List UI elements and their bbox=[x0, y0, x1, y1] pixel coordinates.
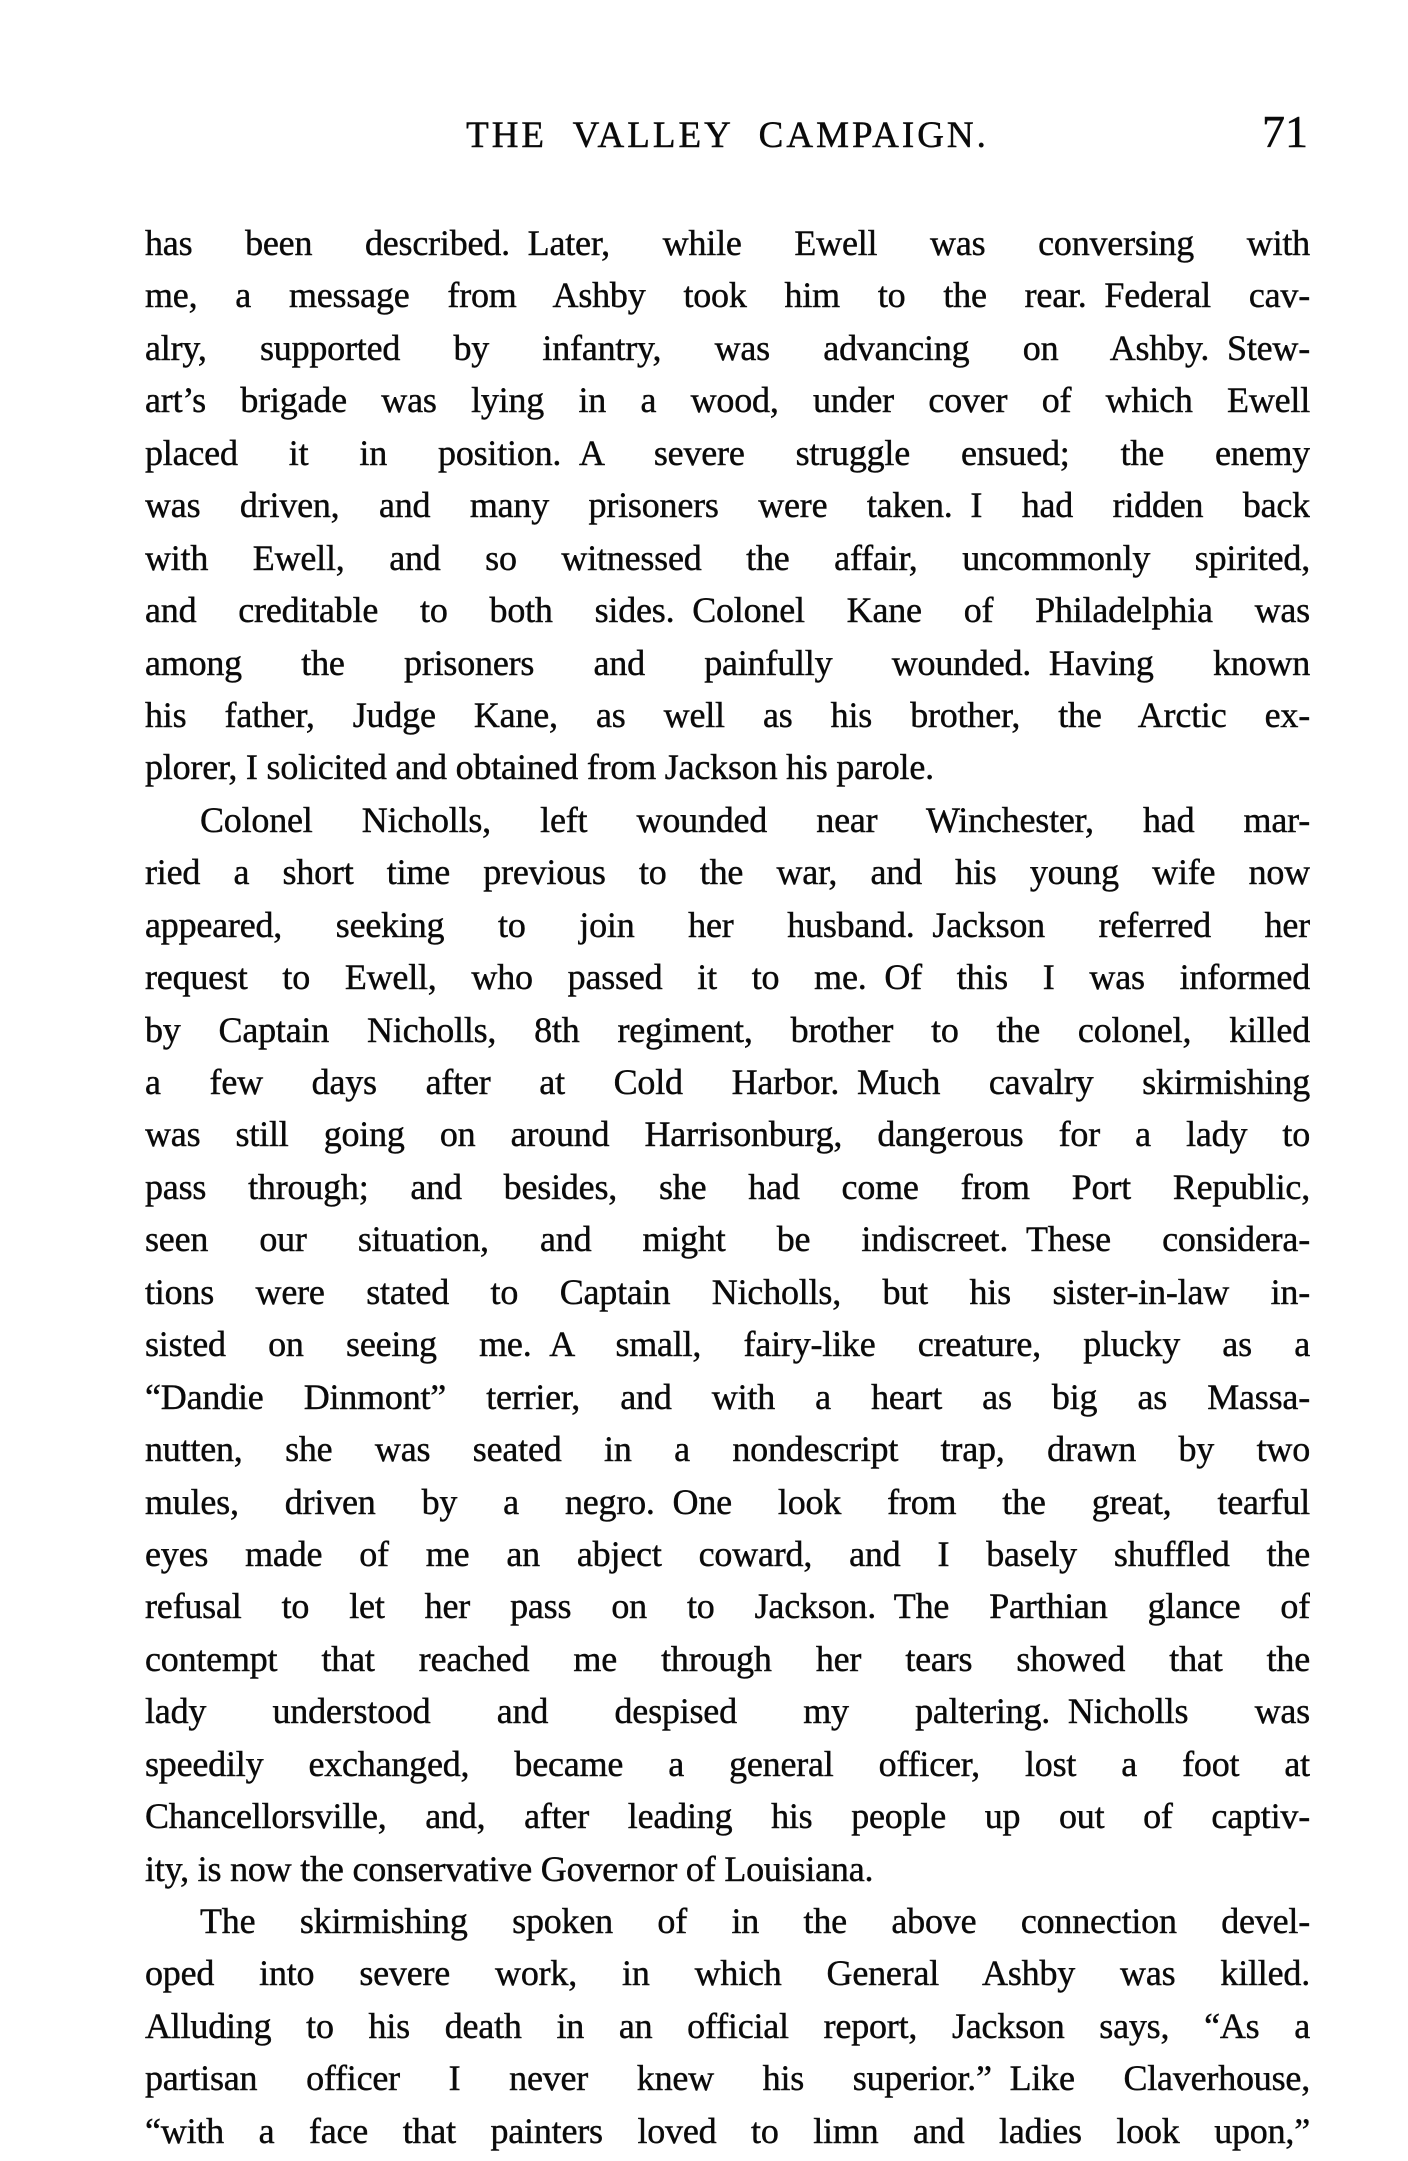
text-line: by Captain Nicholls, 8th regiment, brother to the colonel, killed bbox=[145, 1009, 1310, 1050]
text-line: sisted on seeing me. A small, fairy-like creature, plucky as a bbox=[145, 1324, 1310, 1365]
page-number: 71 bbox=[1262, 106, 1308, 157]
text-line: Chancellorsville, and, after leading his people up out of captiv- bbox=[145, 1796, 1310, 1837]
page-text bbox=[145, 217, 1310, 2157]
text-line: Colonel Nicholls, left wounded near Winchester, had mar- bbox=[200, 799, 1310, 840]
paragraph bbox=[145, 794, 1310, 1895]
text-line: oped into severe work, in which General Ashby was killed. bbox=[145, 1953, 1310, 1994]
text-line: and creditable to both sides. Colonel Kane of Philadelphia was bbox=[145, 590, 1310, 631]
text-line: was driven, and many prisoners were taken. I had ridden back bbox=[145, 485, 1310, 526]
text-line: tions were stated to Captain Nicholls, but his sister-in-law in- bbox=[145, 1271, 1310, 1312]
text-line: request to Ewell, who passed it to me. Of this I was informed bbox=[145, 957, 1310, 998]
text-line: ity, is now the conservative Governor of Louisiana. bbox=[145, 1848, 874, 1889]
text-line: has been described. Later, while Ewell was conversing with bbox=[145, 223, 1310, 263]
text-line: plorer, I solicited and obtained from Jackson his parole. bbox=[145, 747, 934, 788]
text-line: a few days after at Cold Harbor. Much cavalry skirmishing bbox=[145, 1062, 1310, 1102]
text-line: appeared, seeking to join her husband. Jackson referred her bbox=[145, 904, 1310, 945]
paragraph bbox=[145, 217, 1310, 794]
text-line: art’s brigade was lying in a wood, under cover of which Ewell bbox=[145, 380, 1310, 421]
text-line: me, a message from Ashby took him to the rear. Federal cav- bbox=[145, 275, 1310, 316]
text-line: eyes made of me an abject coward, and I basely shuffled the bbox=[145, 1533, 1310, 1574]
text-line: Alluding to his death in an official report, Jackson says, “As a bbox=[145, 2005, 1310, 2046]
text-line: “Dandie Dinmont” terrier, and with a heart as big as Massa- bbox=[145, 1376, 1310, 1417]
text-line: speedily exchanged, became a general officer, lost a foot at bbox=[145, 1743, 1310, 1784]
text-line: nutten, she was seated in a nondescript trap, drawn by two bbox=[145, 1429, 1310, 1470]
paragraph bbox=[145, 1895, 1310, 2157]
text-line: alry, supported by infantry, was advancing on Ashby. Stew- bbox=[145, 327, 1310, 368]
text-line: refusal to let her pass on to Jackson. The Parthian glance of bbox=[145, 1586, 1310, 1627]
text-line: seen our situation, and might be indiscreet. These considera- bbox=[145, 1219, 1310, 1260]
text-line: among the prisoners and painfully wounded. Having known bbox=[145, 642, 1310, 683]
text-line: pass through; and besides, she had come from Port Republic, bbox=[145, 1166, 1310, 1207]
text-line: lady understood and despised my paltering. Nicholls was bbox=[145, 1691, 1310, 1732]
text-line: mules, driven by a negro. One look from the great, tearful bbox=[145, 1481, 1310, 1522]
text-line: The skirmishing spoken of in the above connection devel- bbox=[200, 1901, 1310, 1941]
text-line: his father, Judge Kane, as well as his brother, the Arctic ex- bbox=[145, 694, 1310, 735]
text-line: “with a face that painters loved to limn and ladies look upon,” bbox=[145, 2110, 1310, 2151]
text-line: was still going on around Harrisonburg, dangerous for a lady to bbox=[145, 1114, 1310, 1155]
text-line: ried a short time previous to the war, and his young wife now bbox=[145, 852, 1310, 893]
text-line: placed it in position. A severe struggle ensued; the enemy bbox=[145, 432, 1310, 473]
text-line: partisan officer I never knew his superior.” Like Claverhouse, bbox=[145, 2058, 1310, 2099]
text-line: contempt that reached me through her tears showed that the bbox=[145, 1638, 1310, 1679]
text-line: with Ewell, and so witnessed the affair, uncommonly spirited, bbox=[145, 537, 1310, 578]
running-header-title: THE VALLEY CAMPAIGN. bbox=[466, 115, 989, 156]
running-header bbox=[145, 106, 1310, 161]
